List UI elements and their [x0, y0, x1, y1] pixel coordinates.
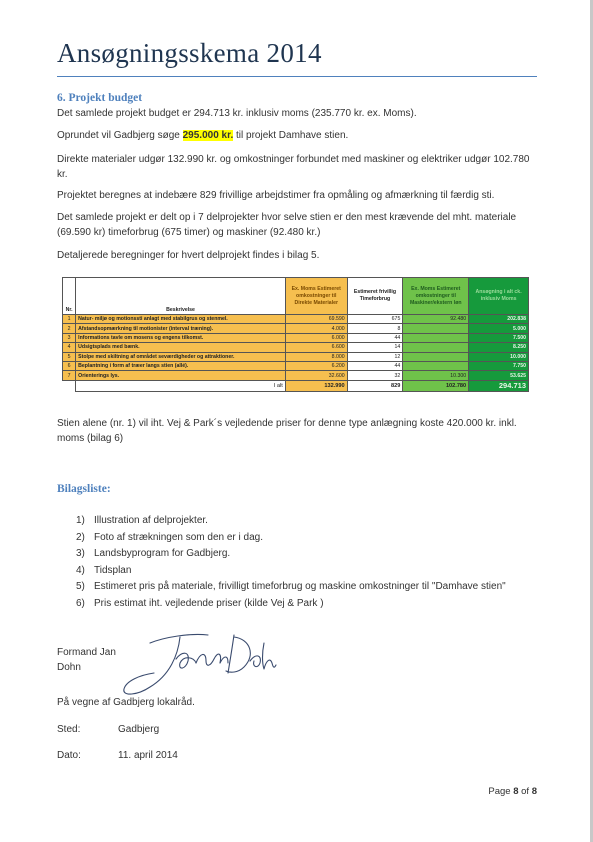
row-nr: 4: [63, 343, 76, 352]
row-total: 7.750: [469, 361, 529, 370]
amount-highlight: 295.000 kr.: [182, 130, 234, 141]
header-materials: Ex. Moms Estimeret omkostninger til Direkte Materialer: [285, 278, 347, 315]
list-item-number: 2): [76, 531, 85, 543]
row-hours: 44: [347, 333, 403, 342]
row-total: 53.625: [469, 371, 529, 380]
table-row: [63, 343, 529, 352]
row-total: 8.250: [469, 343, 529, 352]
row-machines: [403, 343, 469, 352]
application-amount-paragraph: [57, 128, 537, 143]
row-machines: 92.480: [403, 315, 469, 324]
path-price-paragraph: Stien alene (nr. 1) vil iht. Vej & Park´s vejledende priser for denne type anlægning koste 420.000 kr. inkl. moms (bilag 6): [57, 418, 517, 444]
list-item: [76, 579, 506, 596]
table-row: [63, 352, 529, 361]
list-item-text: Foto af strækningen som den er i dag.: [94, 531, 263, 543]
table-header-row: [63, 278, 529, 315]
list-item-text: Pris estimat iht. vejledende priser (kilde Vej & Park ): [94, 597, 324, 609]
table-row: [63, 324, 529, 333]
list-item: [76, 513, 506, 530]
attachments-heading: Bilagsliste:: [57, 483, 111, 495]
row-hours: 44: [347, 361, 403, 370]
list-item: [76, 546, 506, 563]
table-row: [63, 333, 529, 342]
row-materials: 4.000: [285, 324, 347, 333]
table-sum-row: [63, 380, 529, 391]
row-hours: 8: [347, 324, 403, 333]
subprojects-paragraph: Det samlede projekt er delt op i 7 delprojekter hvor selve stien er den mest krævende del mht. materiale (69.590 kr) timeforbrug (675 timer) og maskiner (92.480 kr.): [57, 212, 517, 238]
of-word: of: [521, 786, 530, 797]
list-item-number: 1): [76, 515, 85, 526]
place-value: Gadbjerg: [118, 724, 160, 735]
row-machines: [403, 324, 469, 333]
chair-label: Formand Jan Dohn: [57, 647, 116, 673]
row-description: Stolpe med skiltning af området seværdigheder og attraktioner.: [76, 352, 286, 361]
row-hours: 675: [347, 315, 403, 324]
row-description: Informations tavle om mosens og engens tilkomst.: [76, 333, 286, 342]
page-total: 8: [531, 786, 537, 797]
list-item-text: Tidsplan: [94, 564, 132, 576]
amount-post: til projekt Damhave stien.: [233, 130, 349, 141]
row-machines: 10.300: [403, 371, 469, 380]
row-hours: 14: [347, 343, 403, 352]
row-total: 7.500: [469, 333, 529, 342]
row-machines: [403, 333, 469, 342]
row-hours: 12: [347, 352, 403, 361]
page-title: Ansøgningsskema 2014: [57, 38, 322, 68]
row-total: 10.000: [469, 352, 529, 361]
row-description: Beplantning i form af træer langs stien (allé).: [76, 361, 286, 370]
row-total: 202.838: [469, 315, 529, 324]
list-item-number: 3): [76, 548, 85, 559]
list-item: [76, 596, 506, 613]
header-nr: Nr.: [63, 278, 76, 315]
row-nr: 6: [63, 361, 76, 370]
sum-blank: [63, 380, 76, 391]
row-machines: [403, 361, 469, 370]
list-item-number: 5): [76, 581, 85, 592]
row-nr: 2: [63, 324, 76, 333]
sum-label: I alt: [76, 380, 286, 391]
row-nr: 3: [63, 333, 76, 342]
row-description: Afstandsopmærkning til motionister (interval træning).: [76, 324, 286, 333]
volunteer-hours-paragraph: Projektet beregnes at indebære 829 frivillige arbejdstimer fra opmåling og afmærkning til færdig sti.: [57, 190, 495, 201]
row-description: Udsigtsplads med bænk.: [76, 343, 286, 352]
table-row: [63, 371, 529, 380]
table-row: [63, 315, 529, 324]
section-heading: 6. Projekt budget: [57, 92, 143, 104]
on-behalf-text: På vegne af Gadbjerg lokalråd.: [57, 697, 195, 708]
table-row: [63, 361, 529, 370]
sum-materials: 132.990: [285, 380, 347, 391]
list-item-text: Illustration af delprojekter.: [94, 515, 208, 526]
materials-paragraph: Direkte materialer udgør 132.990 kr. og omkostninger forbundet med maskiner og elektriker udgør 102.780 kr.: [57, 154, 530, 180]
row-nr: 7: [63, 371, 76, 380]
attachments-list: [76, 513, 506, 612]
row-materials: 6.000: [285, 333, 347, 342]
page-footer: [488, 786, 537, 797]
list-item: [76, 530, 506, 547]
header-total: Ansøgning i alt ck. inklusiv Moms: [469, 278, 529, 315]
sum-machines: 102.780: [403, 380, 469, 391]
page-word: Page: [488, 786, 511, 797]
sum-total: 294.713: [469, 380, 529, 391]
sum-hours: 829: [347, 380, 403, 391]
list-item-text: Landsbyprogram for Gadbjerg.: [94, 548, 231, 559]
list-item: [76, 563, 506, 580]
row-materials: 69.590: [285, 315, 347, 324]
row-description: Orienterings lys.: [76, 371, 286, 380]
date-value: 11. april 2014: [118, 750, 178, 761]
row-materials: 8.000: [285, 352, 347, 361]
date-label: Dato:: [57, 750, 81, 761]
row-nr: 5: [63, 352, 76, 361]
list-item-text: Estimeret pris på materiale, frivilligt timeforbrug og maskine omkostninger til "Damhave stien": [94, 581, 506, 592]
row-total: 5.000: [469, 324, 529, 333]
row-description: Natur- miljø og motionssti anlagt med stabilgrus og stenmel.: [76, 315, 286, 324]
header-hours: Estimeret frivillig Timeforbrug: [347, 278, 403, 315]
place-label: Sted:: [57, 724, 81, 735]
row-materials: 6.600: [285, 343, 347, 352]
handwritten-signature: [110, 615, 280, 705]
row-materials: 32.600: [285, 371, 347, 380]
title-rule: [57, 76, 537, 77]
header-description: Beskrivelse: [76, 278, 286, 315]
row-materials: 6.200: [285, 361, 347, 370]
details-paragraph: Detaljerede beregninger for hvert delprojekt findes i bilag 5.: [57, 250, 320, 261]
list-item-number: 4): [76, 564, 85, 576]
header-machines: Ex. Moms Estimeret omkostninger til Maskiner/ekstern løn: [403, 278, 469, 315]
page-current: 8: [513, 786, 519, 797]
budget-total-paragraph: Det samlede projekt budget er 294.713 kr. inklusiv moms (235.770 kr. ex. Moms).: [57, 108, 417, 119]
row-hours: 32: [347, 371, 403, 380]
budget-table: [62, 277, 529, 392]
amount-pre: Oprundet vil Gadbjerg søge: [57, 130, 183, 141]
row-nr: 1: [63, 315, 76, 324]
row-machines: [403, 352, 469, 361]
list-item-number: 6): [76, 597, 85, 609]
